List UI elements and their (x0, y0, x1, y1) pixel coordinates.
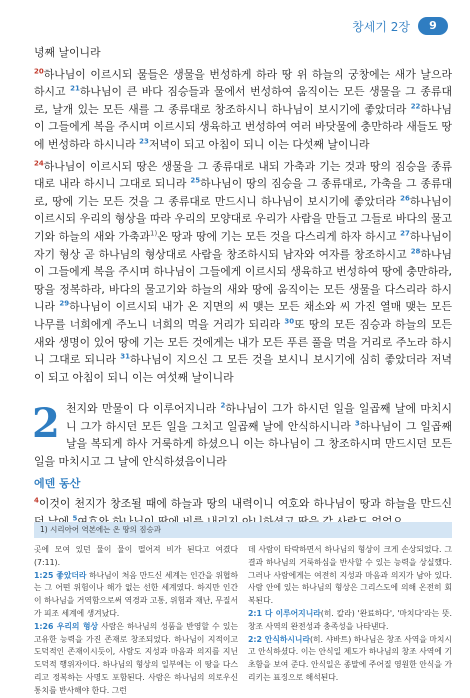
verse-text: 온 땅과 땅에 기는 모든 것을 다스리게 하자 하시고 (157, 229, 401, 243)
footnote-bar: 1) 시리아어 역본에는 온 땅의 짐승과 (34, 522, 452, 538)
verse-paragraph (34, 66, 452, 154)
verse-text: 하나님이 그들에게 복을 주시며 이르시되 생육하고 번성하여 여러 바닷물에 충만하라 새들도 땅에 번성하라 하시니라 (34, 102, 452, 151)
verse-text: 또 땅의 모든 짐승과 하늘의 모든 새와 생명이 있어 땅에 기는 모든 것에게는 내가 모든 푸른 풀을 먹을 거리로 주노라 하시니 그대로 되니라 (34, 317, 452, 367)
verse-number: 26 (400, 194, 410, 203)
study-notes (34, 522, 452, 698)
verse-text: 하나님이 이르시되 우리의 형상을 따라 우리의 모양대로 우리가 사람을 만들고 그들로 바다의 물고기와 하늘의 새와 가축과 (34, 194, 452, 243)
verse-number: 28 (410, 246, 421, 255)
verse-text: 하나님이 자기 형상 곧 하나님의 형상대로 사람을 창조하시되 남자와 여자를 창조하시고 (34, 229, 452, 261)
verse-number: 5 (72, 514, 78, 523)
note-text: (히. 칼라) '완료하다', '마치다'라는 뜻. 창조 사역의 완전성과 충족성을 나타낸다. (248, 608, 453, 631)
verse-paragraph (34, 44, 452, 62)
verse-text: 하나님이 그 일곱째 날을 복되게 하사 거룩하게 하셨으니 이는 하나님이 그 창조하시며 만드시던 모든 일을 마치시고 그 날에 안식하셨음이니라 (34, 419, 452, 469)
verse-text: 하나님이 이르시되 물들은 생물을 번성하게 하라 땅 위 하늘의 궁창에는 새가 날으라 하시고 (34, 67, 452, 99)
notes-column-right (248, 544, 452, 698)
verse-paragraph (34, 400, 452, 470)
notes-columns (34, 544, 452, 698)
verse-number: 30 (284, 317, 295, 326)
footnote-ref[interactable]: 1) (150, 229, 158, 238)
verse-number: 20 (34, 66, 44, 75)
note-entry (34, 621, 238, 698)
verse-text: 이것이 천지가 창조될 때에 하늘과 땅의 내력이니 여호와 하나님이 땅과 하늘을 만드신 (38, 497, 452, 511)
note-entry (248, 634, 452, 685)
verse-text: 하나님이 그가 하시던 일을 일곱째 날에 마치시니 그가 하시던 모든 일을 그치고 일곱째 날에 안식하시니라 (66, 402, 452, 433)
verse-number: 4 (34, 496, 39, 505)
verse-number: 23 (139, 137, 149, 146)
verse-text: 하나님이 이르시되 내가 온 지면의 씨 맺는 모든 채소와 씨 가진 열매 맺는 모든 나무를 너희에게 주노니 너희의 먹을 거리가 되리라 (34, 300, 452, 331)
note-text: 곳에 모여 있던 물이 물이 떨어져 비가 된다고 여겼다(7:11). (34, 545, 238, 567)
chapter-number: 2 (32, 400, 60, 448)
note-entry (248, 608, 452, 634)
verse-number: 22 (410, 102, 421, 111)
verse-number: 21 (70, 84, 80, 93)
note-text: 사람은 하나님의 성품을 반영할 수 있는 고유한 능력을 가진 존재로 창조되었다. 하나님이 지적이고 도덕적인 존재이시듯이, 사람도 지성과 마음과 의지를 지닌 도덕적 행위자이다. 하나님의 형상의 일부에는 이 땅을 다스리고 정복하는 사명도 포함된다. 사람은 하나님의 의로우신 통치를 반사해야 한다. 그런 (34, 621, 238, 695)
verse-number: 27 (400, 229, 410, 238)
verse-text: 하나님이 그들에게 복을 주시며 하나님이 그들에게 이르시되 생육하고 번성하여 땅에 충만하라, 땅을 정복하라, 바다의 물고기와 하늘의 새와 땅에 움직이는 모든 생물을 다스리라 하시니라 (34, 247, 452, 314)
note-text: 하나님이 처음 만드신 세계는 인간을 위협하는 그 어떤 위험이나 해가 없는 선한 세계였다. 하지만 인간이 하나님을 거역함으로써 역경과 고통, 위험과 재난, 무질서가 피조 세계에 생겨났다. (34, 570, 238, 618)
page-header (352, 16, 448, 36)
note-head: 2:2 안식하시니라 (248, 634, 310, 644)
section-heading: 에덴 동산 (34, 476, 81, 490)
verse-number: 24 (34, 158, 44, 167)
verse-number: 2 (220, 401, 226, 410)
note-entry (34, 544, 238, 570)
running-title: 창세기 2장 (352, 19, 410, 34)
verse-number: 31 (120, 352, 131, 361)
note-head: 1:25 좋았더라 (34, 570, 87, 580)
scripture-body (34, 44, 452, 534)
note-head: 2:1 다 이루어지니라 (248, 608, 321, 618)
verse-text: 천지와 만물이 다 이루어지니라 (66, 402, 221, 416)
verse-number: 25 (190, 176, 201, 185)
verse-text: 하나님이 큰 바다 짐승들과 물에서 번성하여 움직이는 모든 생물을 그 종류대로, 날개 있는 모든 새를 그 종류대로 창조하시니 하나님이 보시기에 좋았더라 (34, 85, 452, 116)
note-text: (히. 샤바트) 하나님은 창조 사역을 마치시고 안식하셨다. 이는 안식일 제도가 하나님의 창조 사역에 기초함을 보여 준다. 안식일은 종말에 주어질 영원한 안식을 가리키는 표징으로 해석된다. (248, 634, 452, 682)
note-head: 1:26 우리의 형상 (34, 621, 99, 631)
verse-text: 하나님이 지으신 그 모든 것을 보시니 보시기에 심히 좋았더라 저녁이 되고 아침이 되니 이는 여섯째 날이니라 (34, 353, 452, 384)
page-number-badge: 9 (418, 17, 448, 35)
notes-column-left (34, 544, 238, 698)
verse-text: 하나님이 이르시되 땅은 생물을 그 종류대로 내되 가축과 기는 것과 땅의 짐승을 종류대로 내라 하시니 그대로 되니라 (34, 159, 452, 191)
verse-text: 저녁이 되고 아침이 되니 이는 다섯째 날이니라 (148, 137, 370, 151)
verse-text: 녕째 날이니라 (34, 46, 101, 59)
note-text: 데 사람이 타락하면서 하나님의 형상이 크게 손상되었다. 그 결과 하나님의 거룩하심을 반사할 수 있는 능력을 상실했다. 그러나 사람에게는 여전히 지성과 마음과 의지가 남아 있다. 사람 안에 있는 하나님의 형상은 그리스도에 의해 온전히 회복된다. (248, 545, 452, 606)
verse-number: 29 (59, 299, 70, 308)
verse-paragraph (34, 158, 452, 387)
note-entry (34, 570, 238, 621)
verse-number: 3 (354, 419, 360, 428)
chapter-block (34, 400, 452, 470)
verse-text: 하나님이 땅의 짐승을 그 종류대로, 가축을 그 종류대로, 땅에 기는 모든 것을 그 종류대로 만드시니 하나님이 보시기에 좋았더라 (34, 177, 452, 208)
note-entry (248, 544, 452, 608)
